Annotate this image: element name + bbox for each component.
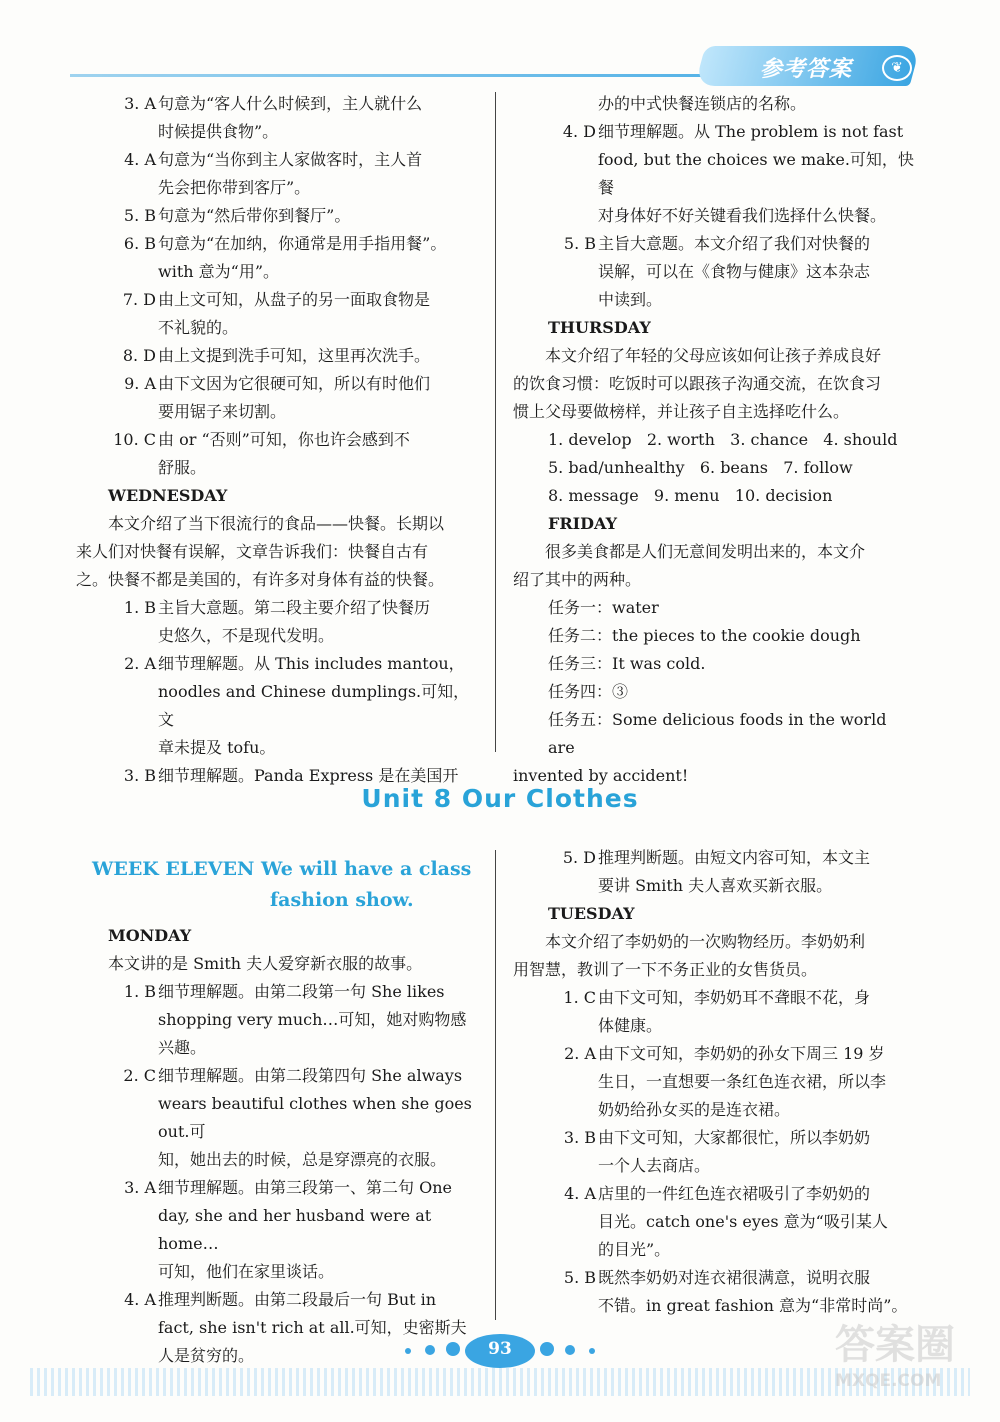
footer-dot xyxy=(589,1348,595,1354)
answer-number: 4. A xyxy=(564,1184,596,1203)
answer-number: 4. A xyxy=(124,150,156,169)
answer-number: 5. D xyxy=(562,848,596,867)
answer-line: wears beautiful clothes when she goes out.可 xyxy=(158,1094,472,1141)
header-rule xyxy=(70,74,770,77)
watermark-line2: MXQE.COM xyxy=(835,1371,942,1391)
answer-line: 奶奶给孙女买的是连衣裙。 xyxy=(598,1100,791,1119)
right-column-top xyxy=(513,90,918,790)
monday-items xyxy=(92,978,487,1370)
answer-line: 细节理解题。由第二段第四句 She always xyxy=(158,1066,463,1085)
answer-number: 2. A xyxy=(564,1044,596,1063)
watermark-logo xyxy=(835,1320,985,1420)
answer-row: 8. message 9. menu 10. decision xyxy=(548,486,833,505)
footer-band xyxy=(30,1368,970,1396)
header-title: 参考答案 xyxy=(760,57,853,82)
answer-number: 10. C xyxy=(113,430,156,449)
answer-number: 4. D xyxy=(562,122,596,141)
answer-item xyxy=(548,844,918,900)
answer-line: 章未提及 tofu。 xyxy=(158,738,276,757)
answer-line: 主旨大意题。第二段主要介绍了快餐历 xyxy=(158,598,431,617)
intro-line: 本文讲的是 Smith 夫人爱穿新衣服的故事。 xyxy=(108,954,423,973)
answer-item xyxy=(108,230,478,286)
answer-line: 句意为“然后带你到餐厅”。 xyxy=(158,206,351,225)
answer-line: 主旨大意题。本文介绍了我们对快餐的 xyxy=(598,234,871,253)
answer-line: 的目光”。 xyxy=(598,1240,671,1259)
answer-line: 可知，他们在家里谈话。 xyxy=(158,1262,335,1281)
answer-line: 时候提供食物”。 xyxy=(158,122,279,141)
intro-line: 绍了其中的两种。 xyxy=(513,570,642,589)
answer-line: 兴趣。 xyxy=(158,1038,207,1057)
left-column-bottom xyxy=(92,854,487,1370)
answer-item xyxy=(108,370,478,426)
footer-dot xyxy=(565,1345,575,1355)
answer-line: 句意为“在加纳，你通常是用手指用餐”。 xyxy=(158,234,447,253)
section-heading-wednesday: WEDNESDAY xyxy=(108,486,228,505)
answer-item xyxy=(108,90,478,146)
intro-line: 本文介绍了当下很流行的食品——快餐。长期以 xyxy=(108,514,445,533)
answer-number: 7. D xyxy=(122,290,156,309)
answer-item xyxy=(108,286,478,342)
task-line: 任务三：It was cold. xyxy=(548,654,706,673)
answer-item xyxy=(108,650,478,762)
unit-title: Unit 8 Our Clothes xyxy=(361,784,639,813)
answer-line: 由上文提到洗手可知，这里再次洗手。 xyxy=(158,346,431,365)
footer-dot xyxy=(540,1342,554,1356)
answer-line: food, but the choices we make.可知，快餐 xyxy=(598,150,914,197)
answer-number: 3. A xyxy=(124,94,156,113)
intro-line: 惯上父母要做榜样，并让孩子自主选择吃什么。 xyxy=(513,402,850,421)
answer-line: 要用锯子来切割。 xyxy=(158,402,287,421)
intro-line: 用智慧，教训了一下不务正业的女售货员。 xyxy=(513,960,818,979)
answer-line: 由下文可知，李奶奶耳不聋眼不花，身 xyxy=(598,988,871,1007)
answer-line: 由下文可知，李奶奶的孙女下周三 19 岁 xyxy=(598,1044,885,1063)
footer-dot xyxy=(405,1348,411,1354)
section-heading-thursday: THURSDAY xyxy=(548,318,651,337)
answer-item xyxy=(548,1124,918,1180)
answer-number: 3. A xyxy=(124,1178,156,1197)
answer-line: 推理判断题。由第二段最后一句 But in xyxy=(158,1290,437,1309)
answer-number: 5. B xyxy=(563,1268,596,1287)
answer-line: day, she and her husband were at home… xyxy=(158,1206,432,1253)
answer-line: 不错。in great fashion 意为“非常时尚”。 xyxy=(598,1296,908,1315)
task-line: 任务四：③ xyxy=(548,682,629,701)
answer-line: 句意为“客人什么时候到，主人就什么 xyxy=(158,94,423,113)
answer-line: 由下文因为它很硬可知，所以有时他们 xyxy=(158,374,431,393)
intro-line: 很多美食都是人们无意间发明出来的，本文介 xyxy=(545,542,866,561)
column-divider-top xyxy=(495,92,496,752)
answer-line: shopping very much…可知，她对购物感 xyxy=(158,1010,467,1029)
answer-number: 1. B xyxy=(123,598,156,617)
answer-item xyxy=(108,978,487,1062)
answer-row: 5. bad/unhealthy 6. beans 7. follow xyxy=(548,458,853,477)
answer-number: 9. A xyxy=(124,374,156,393)
task-line: 任务二：the pieces to the cookie dough xyxy=(548,626,861,645)
answer-line: 既然李奶奶对连衣裙很满意，说明衣服 xyxy=(598,1268,871,1287)
week-title-line1: WEEK ELEVEN We will have a class xyxy=(92,858,472,880)
intro-line: 来人们对快餐有误解，文章告诉我们：快餐自古有 xyxy=(76,542,429,561)
answer-line: 先会把你带到客厅”。 xyxy=(158,178,311,197)
answer-item xyxy=(548,984,918,1040)
answer-line: 细节理解题。从 This includes mantou， xyxy=(158,654,465,673)
answer-line: 误解，可以在《食物与健康》这本杂志 xyxy=(598,262,871,281)
section-heading-tuesday: TUESDAY xyxy=(548,904,635,923)
answer-item xyxy=(548,118,918,230)
answer-item xyxy=(108,342,478,370)
answer-item xyxy=(108,594,478,650)
intro-line: 本文介绍了李奶奶的一次购物经历。李奶奶利 xyxy=(545,932,866,951)
answer-line: 要讲 Smith 夫人喜欢买新衣服。 xyxy=(598,876,833,895)
answer-line: 目光。catch one's eyes 意为“吸引某人 xyxy=(598,1212,888,1231)
answer-item xyxy=(548,1180,918,1264)
answer-line: 由 or “否则”可知，你也许会感到不 xyxy=(158,430,410,449)
answer-line: 细节理解题。Panda Express 是在美国开 xyxy=(158,766,459,785)
answer-line: noodles and Chinese dumplings.可知，文 xyxy=(158,682,470,729)
answer-item xyxy=(548,1040,918,1124)
answer-line: 由下文可知，大家都很忙，所以李奶奶 xyxy=(598,1128,871,1147)
answer-line: 细节理解题。由第三段第一、第二句 One xyxy=(158,1178,452,1197)
answer-line: 生日，一直想要一条红色连衣裙，所以李 xyxy=(598,1072,887,1091)
answer-number: 1. B xyxy=(123,982,156,1001)
answer-line: 体健康。 xyxy=(598,1016,663,1035)
intro-line: 的饮食习惯：吃饭时可以跟孩子沟通交流，在饮食习 xyxy=(513,374,882,393)
heart-leaf-icon: ❦ xyxy=(882,55,912,81)
answer-number: 3. B xyxy=(563,1128,596,1147)
footer-dot xyxy=(425,1345,435,1355)
answer-line: 舒服。 xyxy=(158,458,207,477)
answer-line: 细节理解题。由第二段第一句 She likes xyxy=(158,982,445,1001)
intro-line: 之。快餐不都是美国的，有许多对身体有益的快餐。 xyxy=(76,570,445,589)
answer-number: 2. C xyxy=(123,1066,156,1085)
answer-line: 不礼貌的。 xyxy=(158,318,239,337)
answer-line: 细节理解题。从 The problem is not fast xyxy=(598,122,904,141)
page-number: 93 xyxy=(488,1339,512,1359)
continued-line: 办的中式快餐连锁店的名称。 xyxy=(598,94,807,113)
answer-item xyxy=(108,1174,487,1286)
answer-row: 1. develop 2. worth 3. chance 4. should xyxy=(548,430,898,449)
task-line: 任务一：water xyxy=(548,598,659,617)
section-heading-friday: FRIDAY xyxy=(548,514,618,533)
week-title-line2: fashion show. xyxy=(270,889,414,911)
answer-line: 史悠久，不是现代发明。 xyxy=(158,626,335,645)
answer-number: 2. A xyxy=(124,654,156,673)
answer-line: 知，她出去的时候，总是穿漂亮的衣服。 xyxy=(158,1150,447,1169)
answer-line: 人是贫穷的。 xyxy=(158,1346,255,1365)
column-divider-bottom xyxy=(495,850,496,1320)
answer-number: 4. A xyxy=(124,1290,156,1309)
answer-line: fact, she isn't rich at all.可知，史密斯夫 xyxy=(158,1318,467,1337)
task-line: 任务五：Some delicious foods in the world are xyxy=(548,710,887,757)
answer-line: 店里的一件红色连衣裙吸引了李奶奶的 xyxy=(598,1184,871,1203)
answer-line: 一个人去商店。 xyxy=(598,1156,711,1175)
left-column-top xyxy=(76,90,478,790)
answer-number: 6. B xyxy=(123,234,156,253)
answer-item xyxy=(108,1062,487,1174)
watermark-line1: 答案圈 xyxy=(835,1322,955,1368)
answer-item xyxy=(108,426,478,482)
intro-line: 本文介绍了年轻的父母应该如何让孩子养成良好 xyxy=(545,346,882,365)
task-line: invented by accident! xyxy=(513,766,689,785)
answer-number: 8. D xyxy=(122,346,156,365)
answer-line: 由上文可知，从盘子的另一面取食物是 xyxy=(158,290,431,309)
answer-line: 句意为“当你到主人家做客时，主人首 xyxy=(158,150,423,169)
footer-dot xyxy=(446,1342,460,1356)
answer-line: 中读到。 xyxy=(598,290,663,309)
answer-number: 1. C xyxy=(563,988,596,1007)
answer-line: with 意为“用”。 xyxy=(158,262,279,281)
answer-number: 3. B xyxy=(123,766,156,785)
section-heading-monday: MONDAY xyxy=(108,926,192,945)
answer-number: 5. B xyxy=(123,206,156,225)
answer-line: 对身体好不好关键看我们选择什么快餐。 xyxy=(598,206,887,225)
answer-item xyxy=(548,1264,918,1320)
answer-item xyxy=(108,146,478,202)
answer-item xyxy=(548,230,918,314)
answer-line: 推理判断题。由短文内容可知，本文主 xyxy=(598,848,871,867)
answer-item xyxy=(108,202,478,230)
right-column-bottom xyxy=(513,844,918,1320)
answer-number: 5. B xyxy=(563,234,596,253)
